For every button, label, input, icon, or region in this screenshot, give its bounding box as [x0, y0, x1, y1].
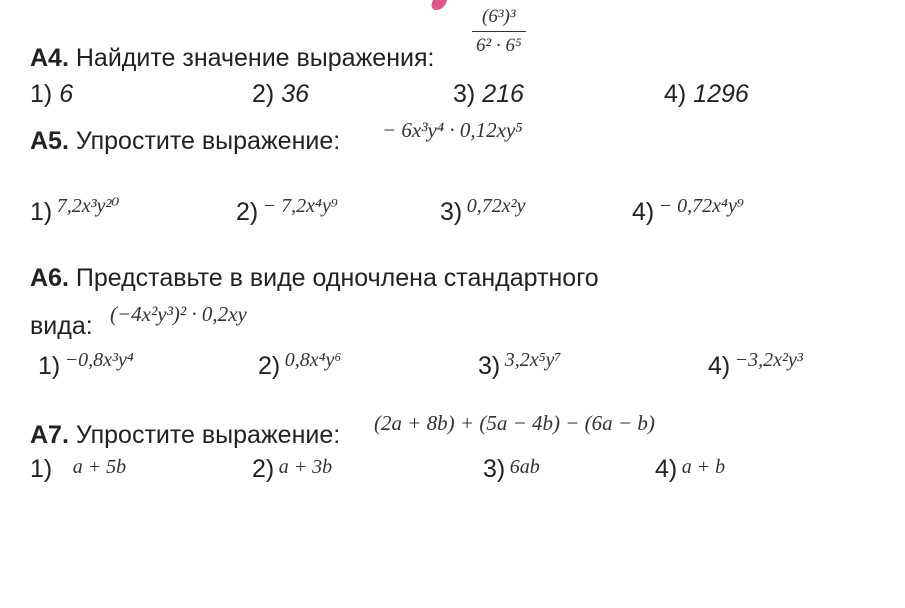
question-text: Представьте в виде одночлена стандартного	[75, 264, 599, 292]
question-a5	[30, 127, 340, 156]
option-value: −0,8x³y⁴	[64, 349, 134, 371]
a4-option-3[interactable]	[453, 80, 524, 109]
question-number: А7.	[30, 421, 69, 449]
option-value: 3,2x⁵y⁷	[504, 349, 562, 371]
option-value: a + 5b	[72, 456, 127, 478]
option-value: 6	[59, 80, 74, 108]
a4-option-1[interactable]	[30, 80, 73, 109]
decorative-mark	[429, 0, 448, 10]
a7-option-4[interactable]	[655, 455, 725, 484]
option-number: 1)	[38, 352, 61, 380]
a5-expression: − 6x³y⁴ · 0,12xy⁵	[382, 118, 523, 142]
option-number: 4)	[655, 455, 678, 483]
option-number: 4)	[632, 198, 655, 226]
fraction-denominator: 6² · 6⁵	[476, 35, 522, 56]
a6-expression: (−4x²y³)² · 0,2xy	[110, 302, 247, 326]
question-text: Упростите выражение:	[75, 127, 341, 155]
question-a6	[30, 264, 599, 293]
option-value: 1296	[693, 80, 749, 108]
option-number: 2)	[252, 80, 275, 108]
question-number: А4.	[30, 44, 69, 72]
question-text: вида:	[30, 312, 93, 340]
option-value: 0,72x²y	[466, 195, 526, 217]
a6-option-1[interactable]	[38, 349, 134, 381]
a7-expression: (2a + 8b) + (5a − 4b) − (6a − b)	[374, 411, 655, 435]
option-value: 7,2x³y²⁰	[56, 195, 120, 217]
a7-option-2[interactable]	[252, 455, 332, 484]
option-number: 3)	[453, 80, 476, 108]
option-number: 2)	[252, 455, 275, 483]
option-number: 1)	[30, 198, 53, 226]
option-number: 1)	[30, 80, 53, 108]
option-number: 2)	[258, 352, 281, 380]
option-number: 1)	[30, 455, 53, 483]
option-value: − 7,2x⁴y⁹	[262, 195, 338, 217]
option-number: 2)	[236, 198, 259, 226]
a5-option-1[interactable]	[30, 195, 120, 227]
a5-option-2[interactable]	[236, 195, 338, 227]
fraction-numerator: (6³)³	[472, 6, 526, 32]
option-number: 3)	[483, 455, 506, 483]
option-value: − 0,72x⁴y⁹	[658, 195, 744, 217]
option-value: 216	[482, 80, 524, 108]
option-number: 3)	[478, 352, 501, 380]
a6-option-4[interactable]	[708, 349, 803, 381]
option-value: 36	[281, 80, 309, 108]
option-value: 0,8x⁴y⁶	[284, 349, 342, 371]
a6-option-3[interactable]	[478, 349, 562, 381]
question-a7	[30, 421, 340, 450]
option-value: −3,2x²y³	[734, 349, 803, 371]
a6-option-2[interactable]	[258, 349, 342, 381]
a7-option-1[interactable]	[30, 455, 126, 484]
a5-option-3[interactable]	[440, 195, 526, 227]
question-a6-line2	[30, 312, 93, 341]
option-number: 3)	[440, 198, 463, 226]
option-value: 6ab	[509, 456, 540, 478]
question-number: А6.	[30, 264, 69, 292]
a7-option-3[interactable]	[483, 455, 540, 484]
option-number: 4)	[664, 80, 687, 108]
a4-option-2[interactable]	[252, 80, 309, 109]
a4-option-4[interactable]	[664, 80, 749, 109]
question-a4	[30, 44, 434, 73]
option-value: a + b	[681, 456, 726, 478]
question-text: Упростите выражение:	[75, 421, 341, 449]
question-text: Найдите значение выражения:	[75, 44, 435, 72]
option-number: 4)	[708, 352, 731, 380]
a4-expression	[472, 6, 526, 57]
a5-option-4[interactable]	[632, 195, 744, 227]
option-value: a + 3b	[278, 456, 333, 478]
question-number: А5.	[30, 127, 69, 155]
